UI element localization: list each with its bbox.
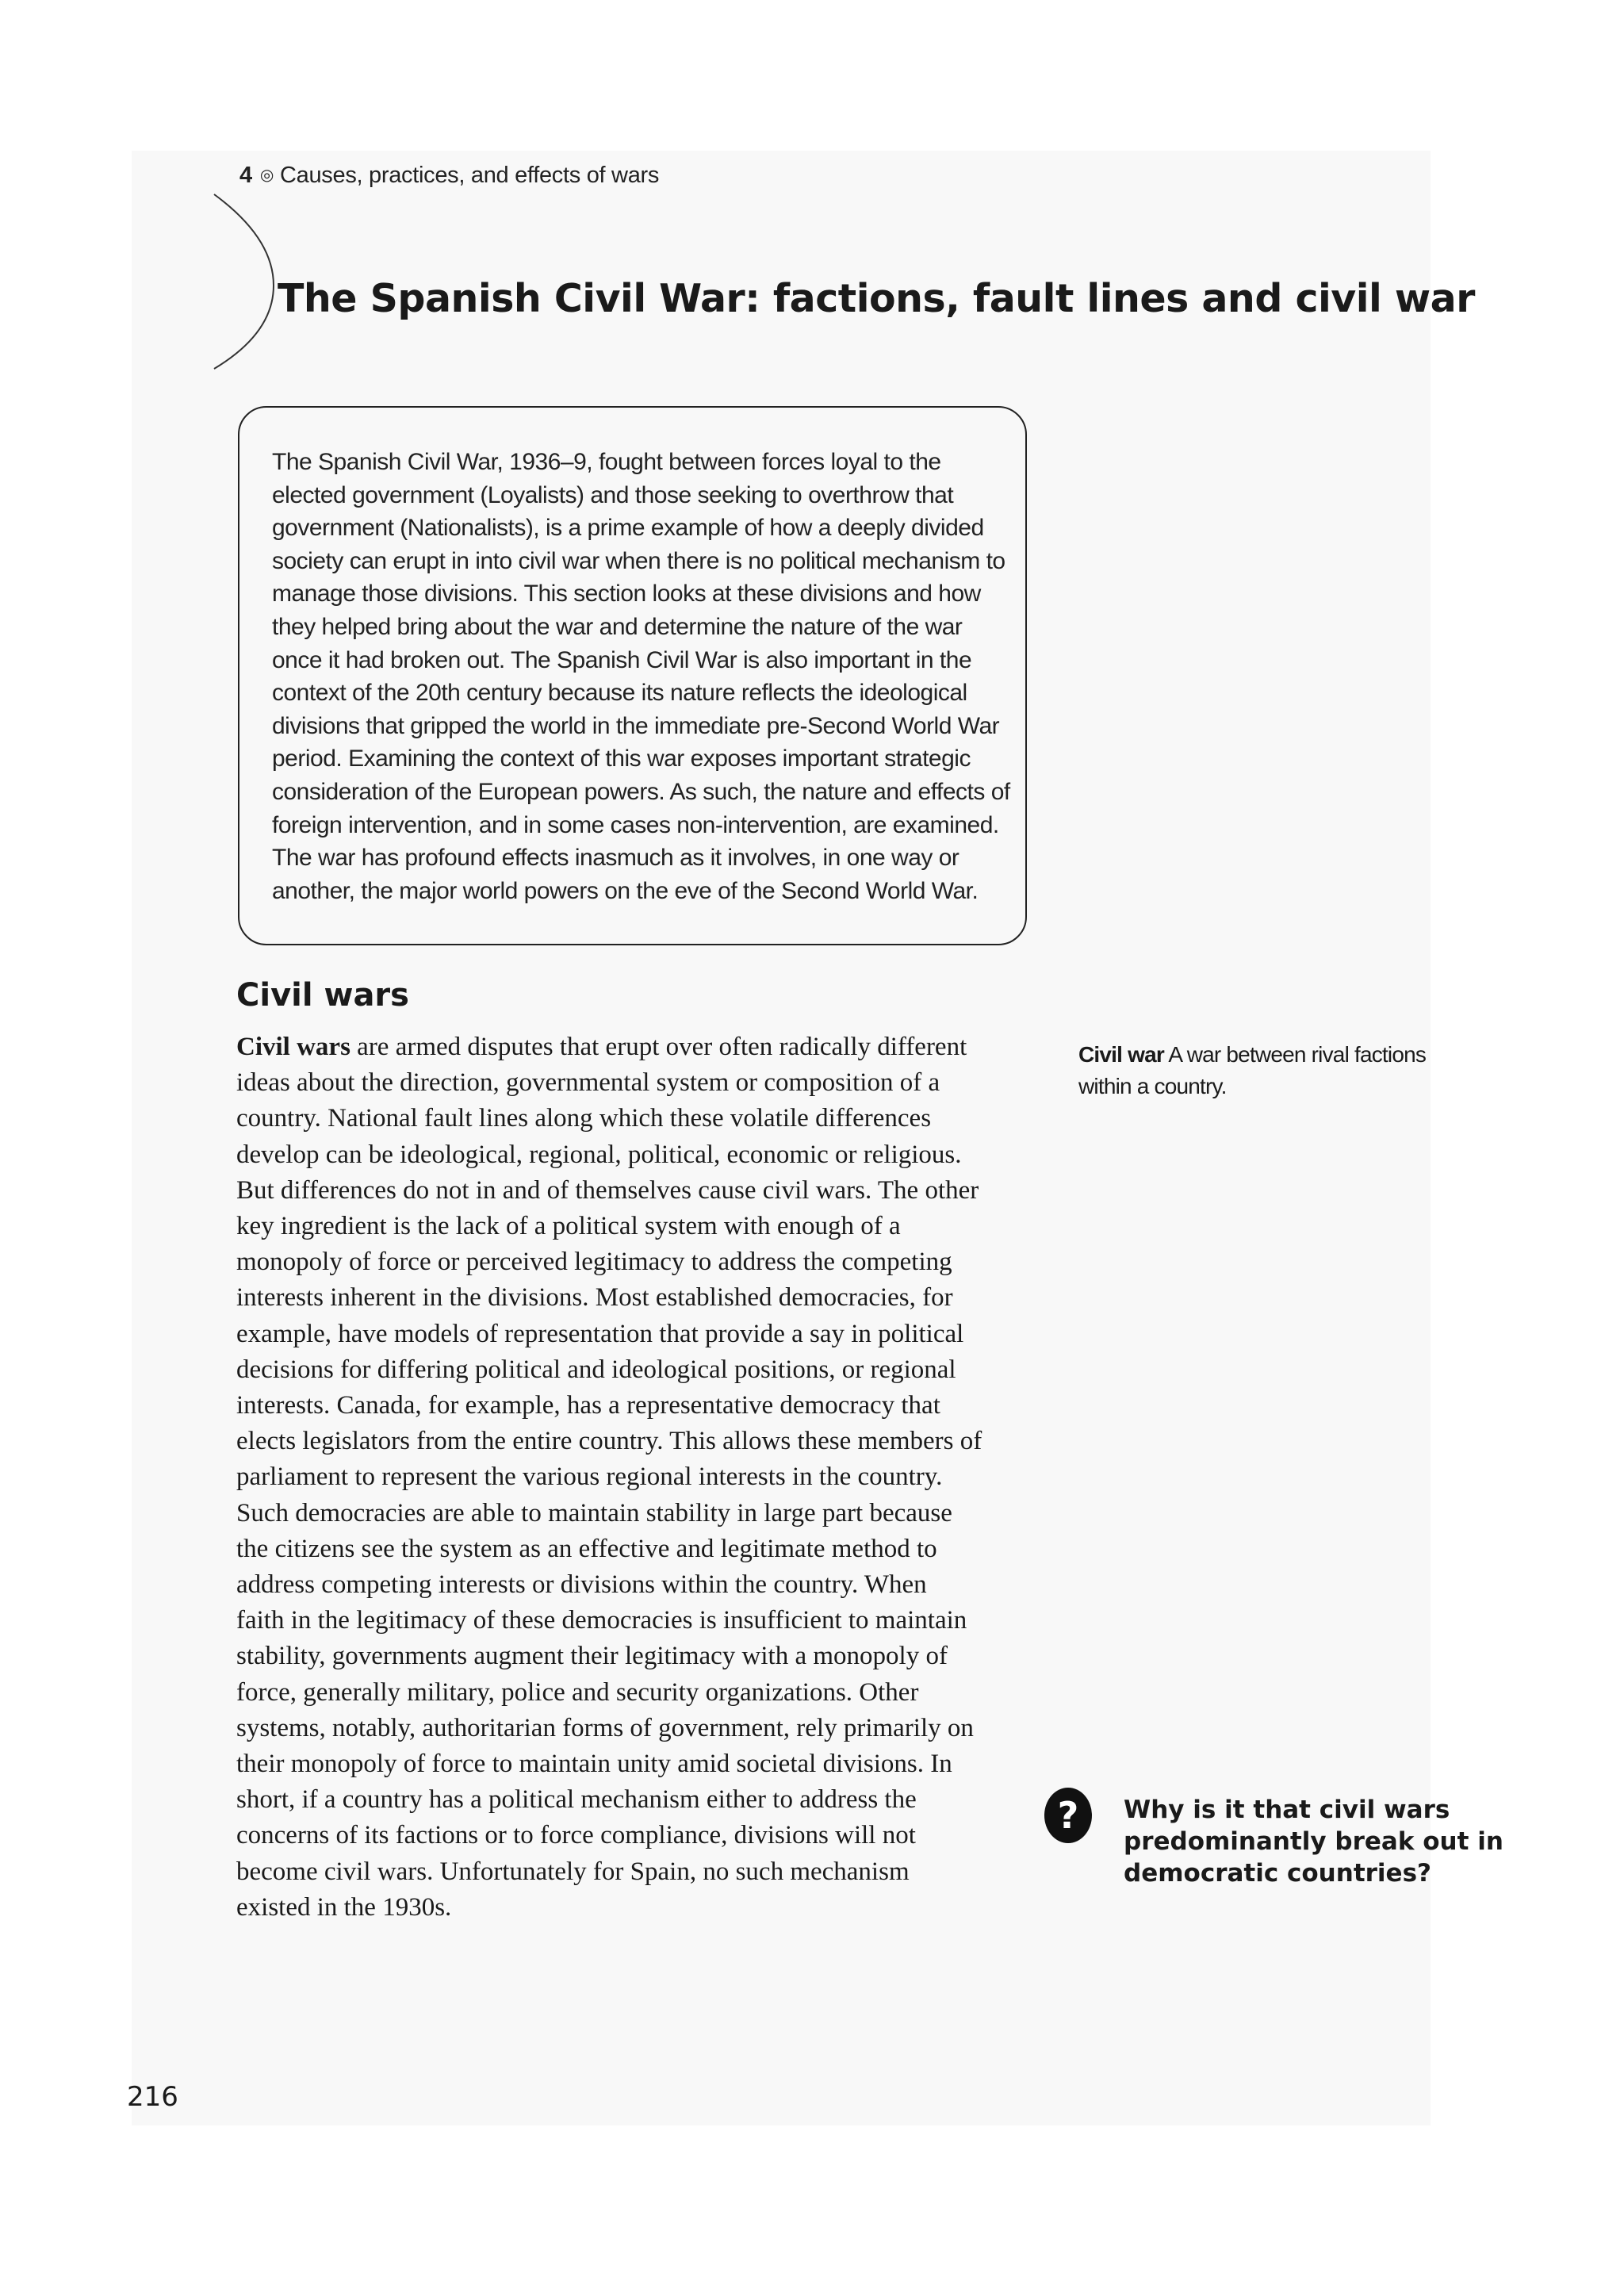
body-line: concerns of its factions or to force compliance, divisions will not [236, 1821, 916, 1850]
intro-line: once it had broken out. The Spanish Civil War is also important in the [272, 646, 972, 673]
body-line: stability, governments augment their legitimacy with a monopoly of [236, 1642, 948, 1671]
body-line-rest: are armed disputes that erupt over often radically different [350, 1033, 967, 1061]
body-line: short, if a country has a political mechanism either to address the [236, 1785, 917, 1815]
body-line: example, have models of representation that provide a say in political [236, 1319, 964, 1348]
body-line: become civil wars. Unfortunately for Spain, no such mechanism [236, 1857, 910, 1886]
chapter-title: Causes, practices, and effects of wars [280, 163, 660, 188]
intro-line: government (Nationalists), is a prime example of how a deeply divided [272, 515, 984, 542]
running-head [239, 163, 659, 189]
bullet-icon: ◎ [259, 167, 274, 184]
body-line: faith in the legitimacy of these democracies is insufficient to maintain [236, 1606, 967, 1635]
body-line: interests. Canada, for example, has a representative democracy that [236, 1391, 940, 1420]
intro-line: divisions that gripped the world in the immediate pre-Second World War [272, 712, 1000, 739]
body-line: Such democracies are able to maintain stability in large part because [236, 1498, 952, 1527]
body-line: develop can be ideological, regional, political, economic or religious. [236, 1140, 962, 1169]
intro-line: context of the 20th century because its nature reflects the ideological [272, 680, 967, 707]
body-line: ideas about the direction, governmental system or composition of a [236, 1068, 940, 1098]
glossary-entry [1078, 1039, 1427, 1102]
body-line: systems, notably, authoritarian forms of government, rely primarily on [236, 1713, 974, 1742]
body-line: address competing interests or divisions within the country. When [236, 1570, 927, 1600]
glossary-definition: A war between rival factions [1163, 1042, 1427, 1067]
section-bracket-icon [159, 190, 278, 373]
question-line: Why is it that civil wars [1124, 1796, 1450, 1824]
chapter-number: 4 [239, 163, 252, 188]
intro-text [272, 446, 1010, 907]
body-line: existed in the 1930s. [236, 1892, 452, 1922]
body-line: the citizens see the system as an effective and legitimate method to [236, 1534, 937, 1563]
body-line: interests inherent in the divisions. Most established democracies, for [236, 1283, 953, 1313]
intro-line: society can erupt in into civil war when there is no political mechanism to [272, 547, 1005, 574]
intro-line: period. Examining the context of this war exposes important strategic [272, 746, 971, 772]
body-line: their monopoly of force to maintain unity amid societal divisions. In [236, 1750, 952, 1779]
question-mark-icon [1044, 1787, 1093, 1844]
body-line: decisions for differing political and ideological positions, or regional [236, 1355, 956, 1384]
body-line: force, generally military, police and security organizations. Other [236, 1677, 919, 1707]
question-line: democratic countries? [1124, 1859, 1432, 1888]
intro-line: The war has profound effects inasmuch as it involves, in one way or [272, 845, 959, 872]
body-line: But differences do not in and of themselves cause civil wars. The other [236, 1175, 979, 1205]
intro-line: elected government (Loyalists) and those seeking to overthrow that [272, 481, 954, 508]
intro-line: another, the major world powers on the eve of the Second World War. [272, 877, 979, 904]
body-line: elects legislators from the entire country. This allows these members of [236, 1427, 982, 1456]
key-term: Civil wars [236, 1033, 350, 1061]
discussion-question [1124, 1794, 1503, 1889]
svg-text:?: ? [1057, 1794, 1079, 1837]
body-line: parliament to represent the various regional interests in the country. [236, 1462, 943, 1492]
page-number: 216 [127, 2081, 178, 2113]
subheading-civil-wars: Civil wars [236, 977, 409, 1014]
glossary-term: Civil war [1078, 1042, 1164, 1067]
glossary-line [1078, 1039, 1427, 1071]
intro-line: manage those divisions. This section looks at these divisions and how [272, 581, 981, 608]
intro-line: they helped bring about the war and determine the nature of the war [272, 613, 963, 640]
intro-line: foreign intervention, and in some cases non-intervention, are examined. [272, 811, 999, 838]
body-line: key ingredient is the lack of a political system with enough of a [236, 1212, 901, 1241]
intro-line: The Spanish Civil War, 1936–9, fought between forces loyal to the [272, 449, 941, 475]
question-line: predominantly break out in [1124, 1827, 1503, 1856]
section-title: The Spanish Civil War: factions, fault lines and civil war [278, 276, 1475, 321]
body-line: monopoly of force or perceived legitimacy to address the competing [236, 1248, 952, 1277]
intro-line: consideration of the European powers. As such, the nature and effects of [272, 778, 1010, 805]
body-line: country. National fault lines along which these volatile differences [236, 1104, 932, 1133]
body-line [236, 1029, 1029, 1065]
glossary-line: within a country. [1078, 1074, 1227, 1098]
body-text [236, 1029, 1029, 1926]
